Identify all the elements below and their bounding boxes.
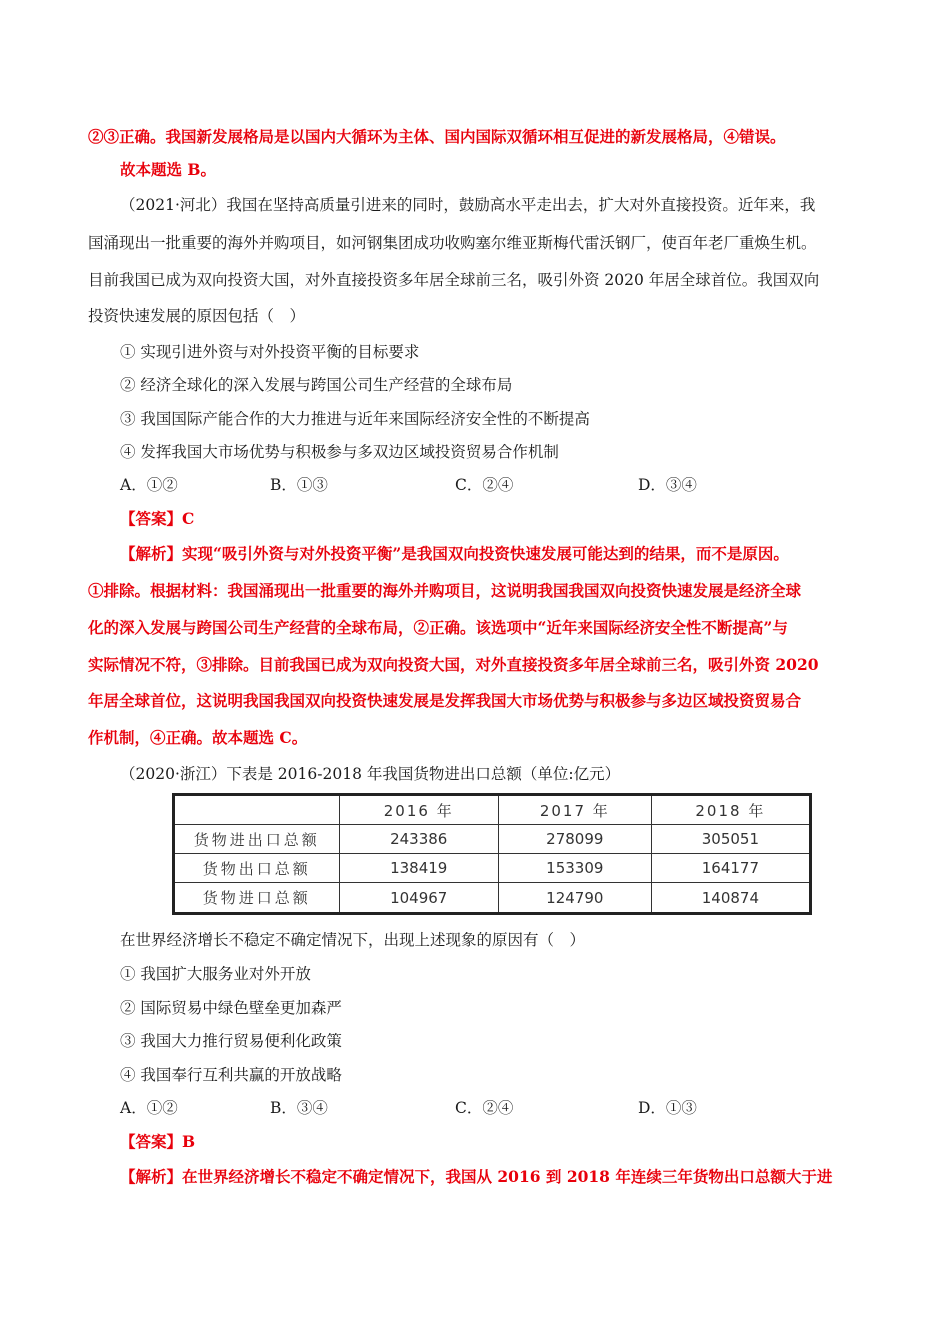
q1-analysis-line: 化的深入发展与跨国公司生产经营的全球布局，②正确。该选项中“近年来国际经济安全性不断提高”与: [88, 618, 788, 637]
q1-item: ③ 我国国际产能合作的大力推进与近年来国际经济安全性的不断提高: [120, 410, 590, 428]
table-row-label: 货物出口总额: [174, 854, 340, 883]
q1-analysis-line: 实际情况不符，③排除。目前我国已成为双向投资大国，对外直接投资多年居全球前三名，吸引外资 2020: [88, 655, 819, 674]
q2-option-c: C．②④: [455, 1099, 514, 1117]
q1-analysis-line: 【解析】实现“吸引外资与对外投资平衡”是我国双向投资快速发展可能达到的结果，而不是原因。: [120, 544, 789, 563]
table-row: [174, 854, 811, 883]
table-row-label: 货物进口总额: [174, 883, 340, 914]
q2-option-b: B．③④: [270, 1099, 328, 1117]
q2-intro: （2020·浙江）下表是 2016-2018 年我国货物进出口总额（单位:亿元）: [120, 765, 621, 783]
table-cell: 243386: [339, 825, 498, 854]
prev-conclusion-line: 故本题选 B。: [120, 160, 216, 179]
table-header-row: [174, 795, 811, 825]
table-header-cell: 2017 年: [498, 795, 651, 825]
q2-analysis-line: 【解析】在世界经济增长不稳定不确定情况下，我国从 2016 到 2018 年连续三年货物出口总额大于进: [120, 1167, 833, 1186]
table-cell: 124790: [498, 883, 651, 914]
q2-item: ④ 我国奉行互利共赢的开放战略: [120, 1066, 342, 1084]
table-cell: 305051: [651, 825, 810, 854]
q1-stem-line: 国涌现出一批重要的海外并购项目，如河钢集团成功收购塞尔维亚斯梅代雷沃钢厂，使百年老厂重焕生机。: [88, 234, 817, 252]
q1-analysis-line: ①排除。根据材料：我国涌现出一批重要的海外并购项目，这说明我国我国双向投资快速发展是经济全球: [88, 581, 802, 600]
q2-item: ③ 我国大力推行贸易便利化政策: [120, 1032, 342, 1050]
q1-analysis-line: 年居全球首位，这说明我国我国双向投资快速发展是发挥我国大市场优势与积极参与多边区域投资贸易合: [88, 691, 802, 710]
q1-option-a: A．①②: [120, 476, 178, 494]
q1-stem-line: （2021·河北）我国在坚持高质量引进来的同时，鼓励高水平走出去，扩大对外直接投资。近年来，我: [120, 196, 816, 214]
q1-answer: 【答案】C: [120, 509, 195, 528]
table-header-cell: 2016 年: [339, 795, 498, 825]
q2-item: ① 我国扩大服务业对外开放: [120, 965, 311, 983]
table-cell: 140874: [651, 883, 810, 914]
q1-stem-line: 目前我国已成为双向投资大国，对外直接投资多年居全球前三名，吸引外资 2020 年居全球首位。我国双向: [88, 271, 820, 289]
table-header-cell: [174, 795, 340, 825]
table-cell: 278099: [498, 825, 651, 854]
q1-item: ② 经济全球化的深入发展与跨国公司生产经营的全球布局: [120, 376, 513, 394]
q1-option-d: D．③④: [638, 476, 697, 494]
q1-option-c: C．②④: [455, 476, 514, 494]
q1-option-b: B．①③: [270, 476, 328, 494]
q1-analysis-line: 作机制，④正确。故本题选 C。: [88, 728, 308, 747]
table-row: [174, 825, 811, 854]
trade-table: [172, 793, 812, 915]
table-cell: 153309: [498, 854, 651, 883]
table-header-cell: 2018 年: [651, 795, 810, 825]
q1-item: ① 实现引进外资与对外投资平衡的目标要求: [120, 343, 420, 361]
prev-analysis-line: ②③正确。我国新发展格局是以国内大循环为主体、国内国际双循环相互促进的新发展格局，④错误。: [88, 127, 786, 146]
q2-answer: 【答案】B: [120, 1132, 196, 1151]
table-row-label: 货物进出口总额: [174, 825, 340, 854]
table-cell: 138419: [339, 854, 498, 883]
table-cell: 104967: [339, 883, 498, 914]
q2-option-d: D．①③: [638, 1099, 697, 1117]
q1-stem-line: 投资快速发展的原因包括（ ）: [88, 307, 306, 325]
q1-item: ④ 发挥我国大市场优势与积极参与多双边区域投资贸易合作机制: [120, 443, 559, 461]
q2-item: ② 国际贸易中绿色壁垒更加森严: [120, 999, 342, 1017]
table-cell: 164177: [651, 854, 810, 883]
q2-stem: 在世界经济增长不稳定不确定情况下，出现上述现象的原因有（ ）: [120, 931, 586, 949]
q2-option-a: A．①②: [120, 1099, 178, 1117]
table-row: [174, 883, 811, 914]
